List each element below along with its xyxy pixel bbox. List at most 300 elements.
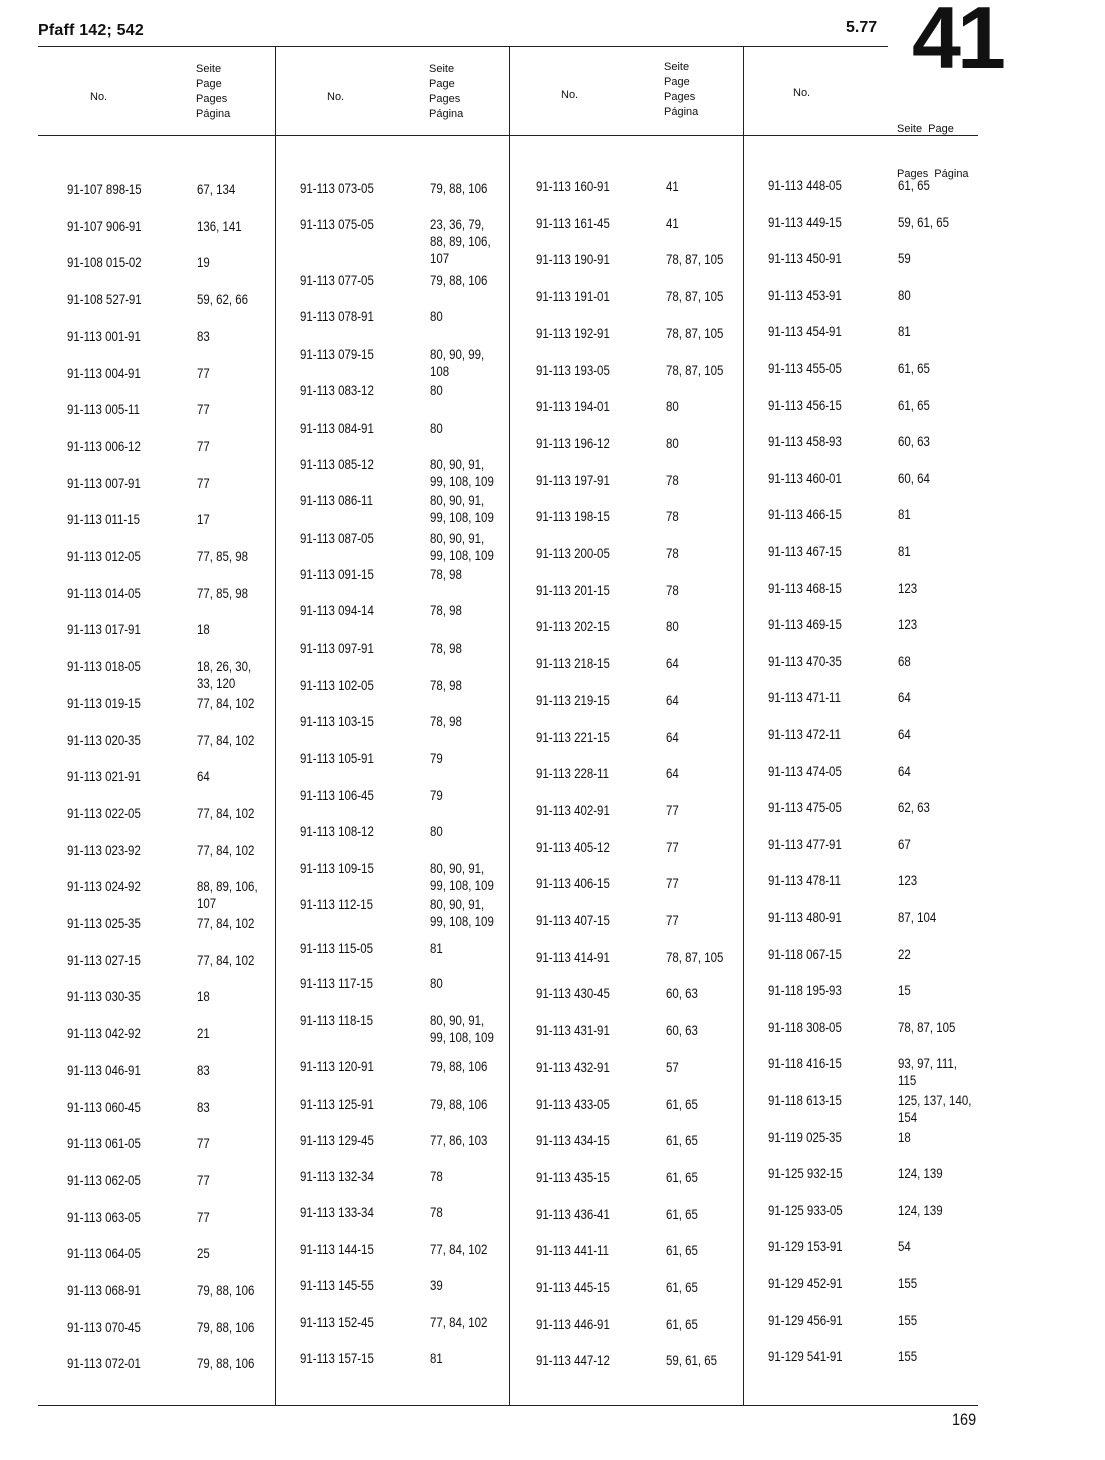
index-row — [536, 325, 724, 341]
part-number: 91-113 133-34 — [300, 1204, 374, 1220]
part-number: 91-113 011-15 — [67, 511, 140, 527]
index-row — [768, 836, 911, 852]
page-reference-line: 81 — [429, 1350, 443, 1366]
page-references — [666, 582, 679, 599]
index-row — [768, 177, 930, 193]
page-references — [430, 180, 487, 197]
page-reference-line: 80 — [429, 382, 443, 398]
index-row — [300, 492, 494, 525]
page-reference-line: 78, 87, 105 — [665, 362, 724, 378]
part-number: 91-118 195-93 — [768, 982, 842, 998]
index-row — [300, 1012, 494, 1045]
page-reference-line: 77, 85, 98 — [196, 548, 249, 564]
page-references — [430, 860, 494, 894]
part-number: 91-113 448-05 — [768, 177, 842, 193]
index-row — [536, 1169, 698, 1185]
page-reference-line: 17 — [196, 511, 210, 527]
page-references — [666, 472, 679, 489]
page-references — [666, 618, 679, 635]
part-number: 91-113 198-15 — [536, 508, 610, 524]
page-reference-line: 68 — [897, 653, 911, 669]
page-references — [430, 1058, 487, 1075]
part-number: 91-113 060-45 — [67, 1099, 141, 1115]
page-reference-line: 78, 98 — [429, 677, 462, 693]
page-reference-line: 81 — [897, 506, 911, 522]
page-references — [430, 787, 443, 804]
page-reference-line: 64 — [897, 726, 911, 742]
index-row — [768, 543, 911, 559]
page-reference-line: 64 — [665, 765, 679, 781]
index-row — [768, 1312, 918, 1328]
index-row — [300, 1277, 443, 1293]
index-row — [67, 1245, 210, 1261]
page-references — [666, 435, 679, 452]
index-row — [536, 398, 679, 414]
page-references — [898, 1348, 917, 1365]
page-reference-line: 78 — [665, 582, 679, 598]
part-number: 91-107 906-91 — [67, 218, 142, 234]
header-line: Pages — [664, 91, 696, 103]
page-reference-line: 23, 36, 79, — [429, 216, 485, 232]
part-number: 91-113 102-05 — [300, 677, 374, 693]
index-row — [536, 1316, 698, 1332]
page-reference-line: 41 — [665, 178, 679, 194]
header-line: Página — [196, 108, 231, 120]
page-reference-line: 77 — [196, 1209, 210, 1225]
index-row — [536, 729, 679, 745]
part-number: 91-113 070-45 — [67, 1319, 141, 1335]
part-number: 91-113 200-05 — [536, 545, 610, 561]
page-references — [430, 216, 491, 267]
part-number: 91-113 432-91 — [536, 1059, 610, 1075]
index-row — [768, 653, 911, 669]
part-number: 91-113 129-45 — [300, 1132, 374, 1148]
column-header-pages — [196, 62, 230, 122]
page-references — [666, 215, 679, 232]
part-number: 91-113 219-15 — [536, 692, 610, 708]
index-row — [536, 508, 679, 524]
part-number: 91-113 193-05 — [536, 362, 610, 378]
index-row — [300, 602, 462, 618]
part-number: 91-113 022-05 — [67, 805, 141, 821]
page-references — [430, 1314, 487, 1331]
part-number: 91-125 933-05 — [768, 1202, 843, 1218]
page-reference-line: 77 — [665, 875, 679, 891]
part-number: 91-113 021-91 — [67, 768, 141, 784]
index-row — [768, 689, 911, 705]
page-reference-line: 78, 98 — [429, 713, 462, 729]
index-row — [67, 878, 258, 911]
page-reference-line: 78 — [665, 545, 679, 561]
page-reference-line: 124, 139 — [897, 1202, 943, 1218]
index-row — [768, 946, 911, 962]
part-number: 91-113 161-45 — [536, 215, 610, 231]
page-reference-line: 61, 65 — [897, 397, 930, 413]
page-references — [898, 470, 930, 487]
part-number: 91-113 112-15 — [300, 896, 373, 912]
index-row — [67, 952, 255, 968]
part-number: 91-113 094-14 — [300, 602, 374, 618]
page-header-date: 5.77 — [846, 19, 878, 36]
page-reference-line: 77 — [196, 1135, 210, 1151]
page-reference-line: 93, 97, 111, — [897, 1055, 957, 1071]
page-references — [898, 909, 936, 926]
page-reference-line: 79 — [429, 750, 443, 766]
page-references — [666, 178, 679, 195]
page-references — [666, 1132, 698, 1149]
page-references — [197, 438, 210, 455]
index-row — [768, 1019, 956, 1035]
page-references — [898, 397, 930, 414]
page-reference-line: 78, 87, 105 — [665, 325, 724, 341]
part-number: 91-113 023-92 — [67, 842, 141, 858]
page-references — [666, 1279, 698, 1296]
part-number: 91-113 157-15 — [300, 1350, 374, 1366]
page-references — [666, 362, 723, 379]
index-row — [300, 272, 488, 288]
page-references — [898, 1238, 911, 1255]
page-reference-line: 99, 108, 109 — [429, 1029, 494, 1045]
index-row — [768, 506, 911, 522]
page-reference-line: 80, 90, 91, — [429, 530, 485, 546]
part-number: 91-113 402-91 — [536, 802, 610, 818]
index-row — [536, 251, 724, 267]
page-reference-line: 87, 104 — [897, 909, 937, 925]
index-row — [300, 308, 443, 324]
page-reference-line: 81 — [429, 940, 443, 956]
part-number: 91-113 078-91 — [300, 308, 374, 324]
header-line: Pages — [429, 93, 461, 105]
index-row — [768, 982, 911, 998]
page-references — [197, 181, 235, 198]
part-number: 91-113 068-91 — [67, 1282, 141, 1298]
index-row — [67, 438, 210, 454]
part-number: 91-113 458-93 — [768, 433, 842, 449]
index-row — [536, 435, 679, 451]
page-reference-line: 155 — [897, 1312, 918, 1328]
index-row — [768, 323, 911, 339]
index-row — [536, 178, 679, 194]
page-reference-line: 77, 84, 102 — [429, 1241, 488, 1257]
index-row — [536, 692, 679, 708]
page-references — [898, 1055, 957, 1089]
page-reference-line: 77, 84, 102 — [196, 842, 255, 858]
index-row — [300, 1350, 443, 1366]
column-header-no: No. — [327, 91, 345, 103]
page-reference-line: 107 — [429, 250, 450, 266]
page-references — [430, 566, 462, 583]
page-references — [197, 1172, 210, 1189]
part-number: 91-113 042-92 — [67, 1025, 141, 1041]
part-number: 91-113 007-91 — [67, 475, 141, 491]
page-references — [898, 1275, 917, 1292]
part-number: 91-113 027-15 — [67, 952, 141, 968]
page-reference-line: 79, 88, 106 — [196, 1355, 255, 1371]
page-references — [430, 602, 462, 619]
page-reference-line: 57 — [665, 1059, 679, 1075]
index-row — [300, 566, 462, 582]
page-references — [666, 1206, 698, 1223]
index-row — [768, 1348, 918, 1364]
part-number: 91-113 460-01 — [768, 470, 842, 486]
index-row — [300, 216, 491, 266]
index-row — [536, 1242, 698, 1258]
part-number: 91-113 446-91 — [536, 1316, 610, 1332]
page-references — [898, 1092, 971, 1126]
index-row — [768, 1275, 918, 1291]
page-references — [898, 1019, 955, 1036]
page-references — [197, 1135, 210, 1152]
index-row — [300, 1314, 488, 1330]
part-number: 91-113 006-12 — [67, 438, 141, 454]
part-number: 91-113 414-91 — [536, 949, 610, 965]
index-row — [536, 985, 698, 1001]
part-number: 91-113 117-15 — [300, 975, 373, 991]
part-number: 91-113 471-11 — [768, 689, 841, 705]
part-number: 91-113 083-12 — [300, 382, 374, 398]
page-references — [666, 802, 679, 819]
page-reference-line: 61, 65 — [665, 1132, 698, 1148]
rule-bottom — [38, 1405, 978, 1406]
page-references — [666, 325, 723, 342]
page-reference-line: 61, 65 — [665, 1242, 698, 1258]
page-references — [666, 692, 679, 709]
page-references — [430, 896, 494, 930]
page-references — [197, 805, 254, 822]
page-references — [430, 456, 494, 490]
page-references — [430, 308, 443, 325]
index-row — [536, 1206, 698, 1222]
page-references — [898, 287, 911, 304]
part-number: 91-113 075-05 — [300, 216, 374, 232]
page-reference-line: 60, 63 — [897, 433, 930, 449]
index-row — [300, 1241, 488, 1257]
part-number: 91-113 120-91 — [300, 1058, 374, 1074]
page-reference-line: 80, 90, 99, — [429, 346, 485, 362]
page-references — [197, 988, 210, 1005]
part-number: 91-113 118-15 — [300, 1012, 373, 1028]
index-row — [536, 1352, 718, 1368]
page-references — [197, 218, 242, 235]
page-reference-line: 78, 87, 105 — [897, 1019, 956, 1035]
index-row — [768, 580, 918, 596]
page-header-title: Pfaff 142; 542 — [38, 22, 144, 39]
page-references — [430, 382, 443, 399]
page-references — [430, 677, 462, 694]
part-number: 91-113 014-05 — [67, 585, 141, 601]
page-reference-line: 59, 62, 66 — [196, 291, 249, 307]
page-reference-line: 88, 89, 106, — [429, 233, 491, 249]
part-number: 91-108 527-91 — [67, 291, 142, 307]
index-row — [536, 949, 724, 965]
page-references — [430, 1241, 487, 1258]
index-row — [768, 799, 930, 815]
index-row — [67, 1355, 255, 1371]
page-number: 169 — [952, 1410, 977, 1429]
page-references — [898, 799, 930, 816]
page-references — [197, 1025, 210, 1042]
page-reference-line: 77 — [665, 912, 679, 928]
index-row — [300, 1168, 443, 1184]
page-references — [430, 1132, 487, 1149]
page-reference-line: 83 — [196, 1062, 210, 1078]
page-references — [430, 823, 443, 840]
index-row — [536, 545, 679, 561]
part-number: 91-118 613-15 — [768, 1092, 842, 1108]
page-references — [666, 1316, 698, 1333]
index-row — [536, 839, 679, 855]
page-reference-line: 41 — [665, 215, 679, 231]
page-references — [898, 177, 930, 194]
index-row — [300, 750, 443, 766]
page-references — [197, 915, 254, 932]
part-number: 91-113 145-55 — [300, 1277, 374, 1293]
part-number: 91-113 194-01 — [536, 398, 610, 414]
page-references — [898, 250, 911, 267]
page-references — [898, 836, 911, 853]
page-reference-line: 78 — [429, 1168, 443, 1184]
index-row — [768, 1165, 943, 1181]
page-references — [898, 946, 911, 963]
page-reference-line: 99, 108, 109 — [429, 547, 494, 563]
page-references — [898, 763, 911, 780]
page-references — [197, 732, 254, 749]
page-reference-line: 77 — [665, 802, 679, 818]
page-reference-line: 99, 108, 109 — [429, 913, 494, 929]
header-line: Seite — [196, 63, 222, 75]
index-row — [536, 1279, 698, 1295]
index-row — [67, 401, 210, 417]
page-reference-line: 61, 65 — [897, 360, 930, 376]
part-number: 91-113 064-05 — [67, 1245, 141, 1261]
page-references — [898, 1312, 917, 1329]
index-row — [536, 875, 679, 891]
index-row — [67, 915, 255, 931]
index-row — [536, 618, 679, 634]
page-references — [197, 1282, 254, 1299]
index-row — [768, 1092, 972, 1125]
rule-top — [38, 46, 888, 47]
index-row — [300, 1204, 443, 1220]
page-references — [898, 360, 930, 377]
part-number: 91-113 018-05 — [67, 658, 141, 674]
page-reference-line: 115 — [897, 1072, 917, 1088]
part-number: 91-113 160-91 — [536, 178, 610, 194]
page-reference-line: 61, 65 — [665, 1279, 698, 1295]
page-reference-line: 80, 90, 91, — [429, 1012, 485, 1028]
index-row — [67, 805, 255, 821]
part-number: 91-113 468-15 — [768, 580, 842, 596]
page-references — [666, 545, 679, 562]
column-header-pages — [429, 62, 463, 122]
part-number: 91-113 466-15 — [768, 506, 842, 522]
page-references — [898, 872, 917, 889]
page-reference-line: 99, 108, 109 — [429, 877, 494, 893]
part-number: 91-113 086-11 — [300, 492, 373, 508]
part-number: 91-113 087-05 — [300, 530, 374, 546]
page-reference-line: 107 — [196, 895, 217, 911]
page-reference-line: 77 — [196, 401, 210, 417]
page-reference-line: 59 — [897, 250, 911, 266]
index-row — [67, 1282, 255, 1298]
part-number: 91-113 085-12 — [300, 456, 374, 472]
page-references — [197, 328, 210, 345]
part-number: 91-113 470-35 — [768, 653, 842, 669]
page-reference-line: 80 — [665, 618, 679, 634]
page-references — [197, 475, 210, 492]
page-reference-line: 79, 88, 106 — [429, 1058, 488, 1074]
index-row — [536, 288, 724, 304]
index-row — [768, 763, 911, 779]
page-reference-line: 61, 65 — [665, 1316, 698, 1332]
page-reference-line: 78, 87, 105 — [665, 251, 724, 267]
part-number: 91-113 024-92 — [67, 878, 141, 894]
index-row — [768, 397, 930, 413]
part-number: 91-129 452-91 — [768, 1275, 843, 1291]
part-number: 91-113 063-05 — [67, 1209, 141, 1225]
column-header-no: No. — [561, 89, 579, 101]
page-reference-line: 33, 120 — [196, 675, 236, 691]
page-references — [430, 346, 484, 380]
page-reference-line: 155 — [897, 1275, 918, 1291]
part-number: 91-113 456-15 — [768, 397, 842, 413]
page-reference-line: 136, 141 — [196, 218, 242, 234]
page-reference-line: 77, 85, 98 — [196, 585, 249, 601]
index-row — [67, 181, 236, 197]
page-references — [197, 1209, 210, 1226]
part-number: 91-113 097-91 — [300, 640, 374, 656]
page-references — [197, 365, 210, 382]
part-number: 91-113 004-91 — [67, 365, 141, 381]
index-row — [300, 713, 462, 729]
index-row — [536, 472, 679, 488]
index-row — [768, 250, 911, 266]
column-divider — [275, 46, 276, 1406]
part-number: 91-113 449-15 — [768, 214, 842, 230]
page-references — [197, 695, 254, 712]
part-number: 91-113 125-91 — [300, 1096, 374, 1112]
page-reference-line: 83 — [196, 328, 210, 344]
page-reference-line: 79, 88, 106 — [429, 1096, 488, 1112]
page-reference-line: 78, 98 — [429, 640, 462, 656]
part-number: 91-113 061-05 — [67, 1135, 141, 1151]
page-reference-line: 108 — [429, 363, 450, 379]
part-number: 91-113 430-45 — [536, 985, 610, 1001]
index-row — [768, 726, 911, 742]
page-reference-line: 64 — [665, 655, 679, 671]
page-references — [666, 288, 723, 305]
page-references — [430, 1096, 487, 1113]
page-reference-line: 61, 65 — [665, 1206, 698, 1222]
page-references — [430, 1277, 443, 1294]
part-number: 91-113 012-05 — [67, 548, 141, 564]
index-row — [67, 842, 255, 858]
part-number: 91-113 144-15 — [300, 1241, 374, 1257]
page-reference-line: 77, 84, 102 — [196, 952, 255, 968]
page-references — [197, 511, 210, 528]
part-number: 91-113 441-11 — [536, 1242, 609, 1258]
page-references — [197, 254, 210, 271]
page-references — [666, 985, 698, 1002]
header-line: Page — [664, 76, 690, 88]
index-row — [300, 787, 443, 803]
page-references — [898, 1129, 911, 1146]
page-reference-line: 67, 134 — [196, 181, 236, 197]
page-references — [666, 251, 723, 268]
part-number: 91-113 192-91 — [536, 325, 610, 341]
index-row — [536, 765, 679, 781]
index-row — [67, 218, 242, 234]
